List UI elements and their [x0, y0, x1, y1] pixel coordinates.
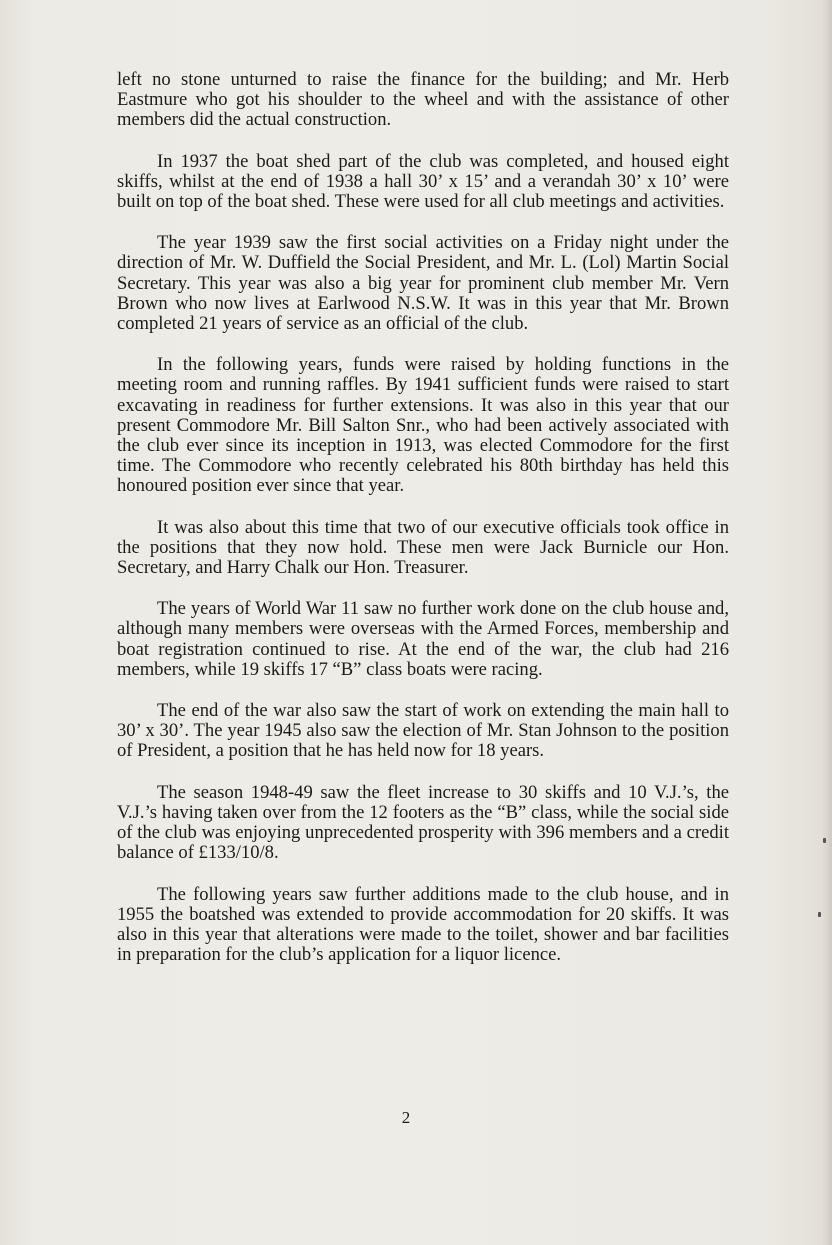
- paragraph-2: In 1937 the boat shed part of the club was completed, and housed eight skiffs, whilst at the end of 1938 a hall 30’ x 15’ and a verandah 30’ x 10’ were built on top of the boat shed. These were used for all club meetings and activities.: [117, 150, 729, 213]
- body-text: [117, 70, 729, 986]
- paragraph-4: In the following years, funds were raised by holding functions in the meeting room and running raffles. By 1941 sufficient funds were raised to start excavating in readiness for further extensions. It was also in this year that our present Commodore Mr. Bill Salton Snr., who had been actively associated with the club ever since its inception in 1913, was elected Commodore for the first time. The Commodore who recently celebrated his 80th birthday has held this honoured position ever since that year.: [117, 354, 729, 497]
- paragraph-9: The following years saw further additions made to the club house, and in 1955 the boatshed was extended to provide accommodation for 20 skiffs. It was also in this year that alterations were made to the toilet, shower and bar facilities in preparation for the club’s application for a liquor licence.: [117, 883, 729, 966]
- paragraph-7: The end of the war also saw the start of work on extending the main hall to 30’ x 30’. The year 1945 also saw the election of Mr. Stan Johnson to the position of President, a position that he has held now for 18 years.: [117, 700, 729, 762]
- paragraph-3: The year 1939 saw the first social activities on a Friday night under the direction of Mr. W. Duffield the Social President, and Mr. L. (Lol) Martin Social Secretary. This year was also a big year for prominent club member Mr. Vern Brown who now lives at Earlwood N.S.W. It was in this year that Mr. Brown completed 21 years of service as an official of the club.: [117, 232, 729, 335]
- ink-fleck-mark: [823, 838, 826, 843]
- paragraph-6: The years of World War 11 saw no further work done on the club house and, although many members were overseas with the Armed Forces, membership and boat registration continued to rise. At the end of the war, the club had 216 members, while 19 skiffs 17 “B” class boats were racing.: [117, 598, 729, 680]
- paragraph-5: It was also about this time that two of our executive officials took office in the positions that they now hold. These men were Jack Burnicle our Hon. Secretary, and Harry Chalk our Hon. Treasurer.: [117, 516, 729, 579]
- paragraph-1: left no stone unturned to raise the finance for the building; and Mr. Herb Eastmure who got his shoulder to the wheel and with the assistance of other members did the actual construction.: [117, 69, 729, 131]
- page-number: 2: [401, 1108, 411, 1127]
- paragraph-8: The season 1948-49 saw the fleet increase to 30 skiffs and 10 V.J.’s, the V.J.’s having taken over from the 12 footers as the “B” class, while the social side of the club was enjoying unprecedented prosperity with 396 members and a credit balance of £133/10/8.: [117, 781, 729, 864]
- ink-fleck-mark: [818, 912, 821, 917]
